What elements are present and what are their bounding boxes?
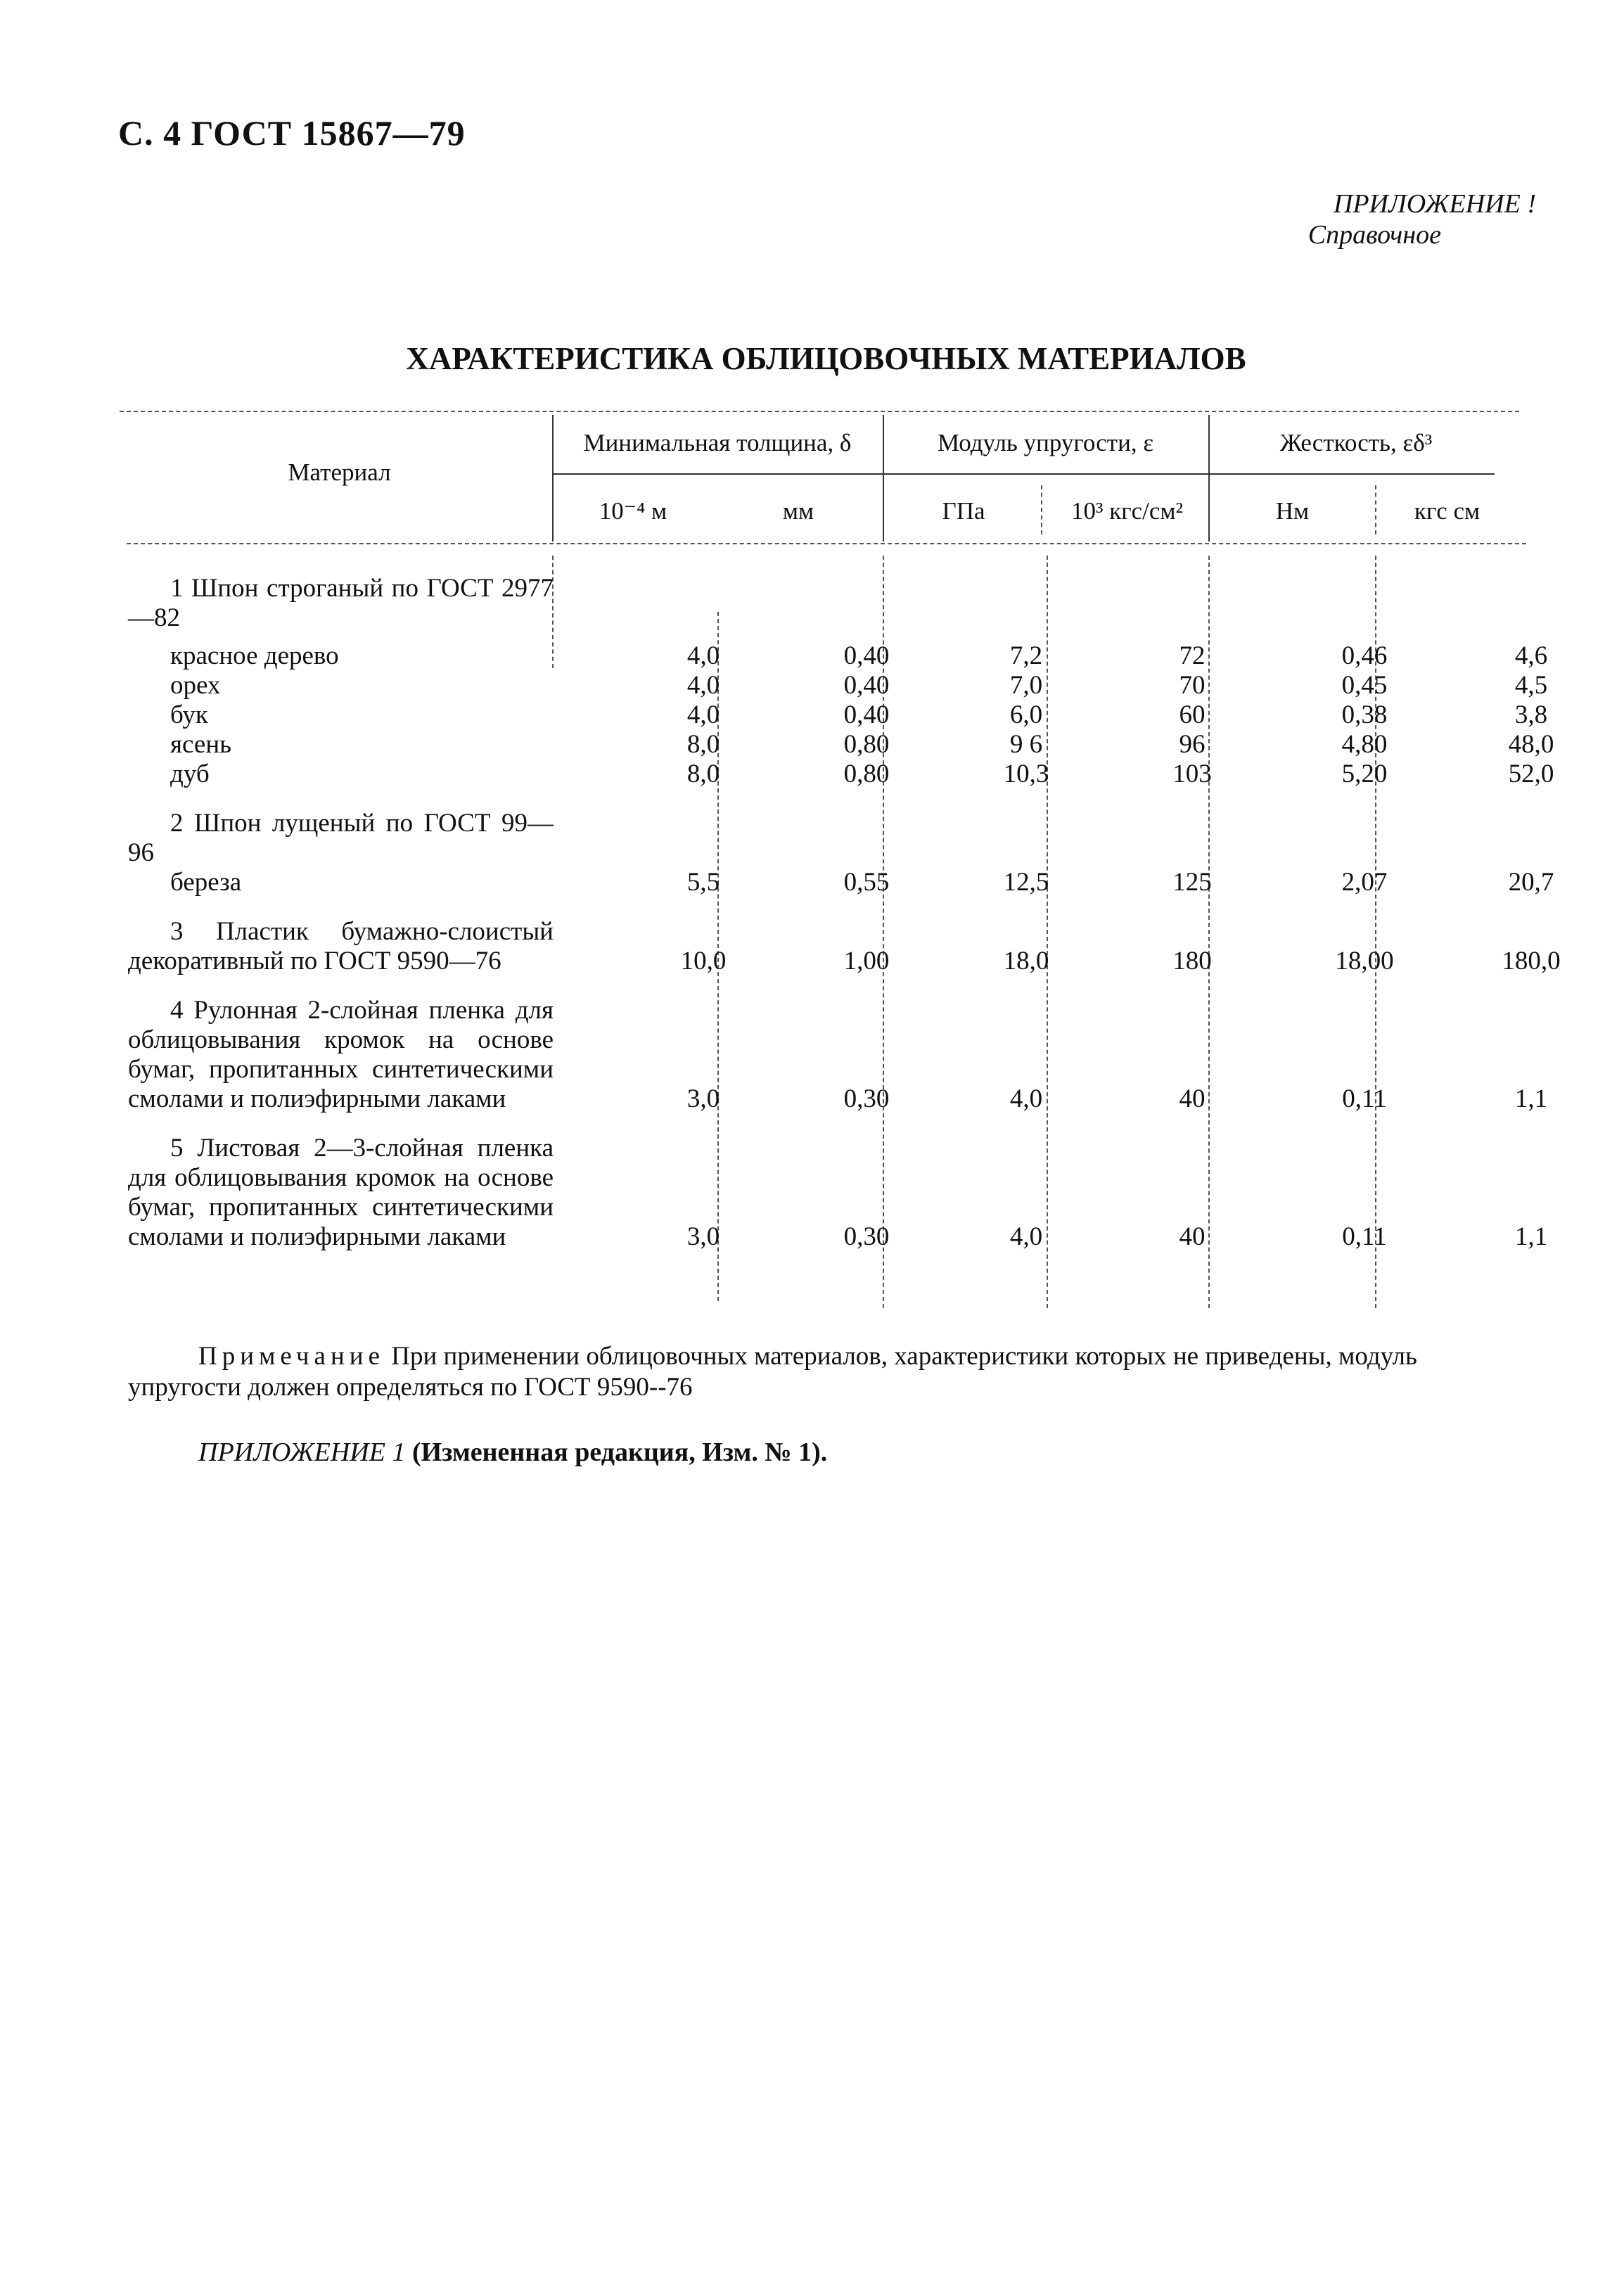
value-stiffness-nm: 0,11 [1342,1222,1387,1251]
value-stiffness-nm: 4,80 [1341,730,1388,759]
value-thickness-mm: 0,40 [843,641,890,670]
value-stiffness-nm: 0,11 [1342,1084,1387,1113]
material-name: орех [170,671,221,700]
value-stiffness-nm: 18,00 [1335,947,1394,975]
table-row [128,700,1548,730]
revision-text: (Измененная редакция, Изм. № 1). [411,1438,828,1467]
value-thickness-mm: 0,30 [843,1084,890,1113]
header-divider-5 [1375,485,1376,534]
table-row [128,641,1548,671]
header-thickness: Минимальная толщина, δ [583,429,852,456]
value-modulus-kgs: 72 [1179,641,1206,670]
value-modulus-gpa: 12,5 [1003,868,1049,897]
revision-appendix-label: ПРИЛОЖЕНИЕ 1 [198,1438,406,1467]
value-stiffness-kgs: 3,8 [1514,700,1548,729]
unit-stiffness-kgs: кгс см [1414,497,1481,525]
value-thickness-m: 3,0 [686,1084,720,1113]
material-name: ясень [170,730,231,759]
table-title: ХАРАКТЕРИСТИКА ОБЛИЦОВОЧНЫХ МАТЕРИАЛОВ [406,341,1246,376]
value-stiffness-nm: 0,38 [1341,700,1388,729]
value-modulus-kgs: 40 [1179,1222,1206,1251]
table-row [128,760,1554,789]
table-row [128,574,1507,633]
value-modulus-gpa: 9 6 [1009,730,1043,759]
table-row [128,730,1554,760]
unit-thickness-mm: мм [782,497,814,525]
value-stiffness-nm: 5,20 [1341,760,1388,788]
value-thickness-m: 8,0 [686,730,720,759]
header-bottom-rule [127,543,1526,544]
table-body [128,574,1561,1260]
appendix-number: ПРИЛОЖЕНИЕ ! [1333,189,1536,219]
value-stiffness-nm: 0,45 [1341,671,1388,700]
appendix-type: Справочное [1307,220,1441,250]
value-thickness-m: 4,0 [686,641,720,670]
page-identifier: С. 4 ГОСТ 15867—79 [118,113,466,153]
table-row [128,996,1548,1114]
value-modulus-kgs: 70 [1179,671,1206,700]
note-text: При применении облицовочных материалов, характеристики которых не приведены, модуль упругости должен определяться по ГОСТ 9590--76 [128,1342,1417,1402]
material-name: бук [170,700,208,729]
value-thickness-mm: 0,80 [843,760,890,788]
unit-thickness-m: 10⁻⁴ м [599,497,667,525]
value-stiffness-kgs: 52,0 [1508,760,1554,788]
table-row [128,868,1554,897]
value-thickness-mm: 0,30 [843,1222,890,1251]
value-modulus-gpa: 4,0 [1009,1084,1043,1113]
table-row [128,1134,1548,1252]
value-modulus-gpa: 7,2 [1009,641,1043,670]
value-thickness-mm: 0,55 [843,868,890,897]
value-stiffness-kgs: 4,6 [1514,641,1548,670]
group-title: 5 Листовая 2—3-слойная пленка для облицовывания кромок на основе бумаг, пропитанных синтетическими смолами и полиэфирными лаками [128,1134,554,1251]
value-thickness-mm: 1,00 [843,947,890,975]
value-thickness-m: 3,0 [686,1222,720,1251]
value-stiffness-kgs: 4,5 [1514,671,1548,700]
material-name: береза [170,868,242,897]
value-modulus-kgs: 96 [1179,730,1206,759]
value-thickness-mm: 0,40 [843,700,890,729]
material-name: дуб [170,760,210,788]
note-label: Примечание [198,1342,385,1371]
table-note [128,1341,1507,1403]
header-mid-rule [552,473,1495,475]
value-stiffness-nm: 2,07 [1341,868,1388,897]
table-row [128,809,1507,868]
value-stiffness-kgs: 20,7 [1508,868,1554,897]
value-stiffness-kgs: 48,0 [1508,730,1554,759]
header-modulus: Модуль упругости, ε [937,429,1154,456]
value-stiffness-kgs: 1,1 [1514,1084,1548,1113]
group-title: 2 Шпон лущеный по ГОСТ 99—96 [128,809,554,867]
value-stiffness-nm: 0,46 [1341,641,1388,670]
header-material: Материал [288,459,391,486]
value-thickness-m: 4,0 [686,671,720,700]
unit-modulus-gpa: ГПа [942,497,985,525]
value-modulus-kgs: 103 [1172,760,1212,788]
value-modulus-kgs: 125 [1172,868,1212,897]
material-name: красное дерево [170,641,339,670]
revision-note [198,1437,827,1468]
table-top-rule [120,411,1519,412]
value-thickness-m: 4,0 [686,700,720,729]
value-modulus-kgs: 40 [1179,1084,1206,1113]
value-modulus-gpa: 6,0 [1009,700,1043,729]
value-thickness-mm: 0,80 [843,730,890,759]
value-modulus-gpa: 7,0 [1009,671,1043,700]
value-modulus-kgs: 180 [1172,947,1212,975]
value-thickness-mm: 0,40 [843,671,890,700]
value-modulus-gpa: 10,3 [1003,760,1049,788]
value-stiffness-kgs: 1,1 [1514,1222,1548,1251]
header-stiffness: Жесткость, εδ³ [1279,429,1433,456]
value-thickness-m: 5,5 [686,868,720,897]
group-title: 3 Пластик бумажно-слоистый декоративный по ГОСТ 9590—76 [128,917,554,975]
value-modulus-gpa: 18,0 [1003,947,1049,975]
group-title: 4 Рулонная 2-слойная пленка для облицовывания кромок на основе бумаг, пропитанных синтетическими смолами и полиэфирными лаками [128,996,554,1113]
value-modulus-gpa: 4,0 [1009,1222,1043,1251]
unit-modulus-kgs: 10³ кгс/см² [1070,497,1184,525]
value-modulus-kgs: 60 [1179,700,1206,729]
unit-stiffness-nm: Нм [1275,497,1310,525]
appendix-label [1308,188,1536,250]
table-row [128,671,1548,700]
header-divider-4 [1041,485,1042,534]
value-thickness-m: 10,0 [680,947,727,975]
group-title: 1 Шпон строганый по ГОСТ 2977—82 [128,574,554,632]
table-row [128,917,1561,976]
value-thickness-m: 8,0 [686,760,720,788]
value-stiffness-kgs: 180,0 [1502,947,1561,975]
